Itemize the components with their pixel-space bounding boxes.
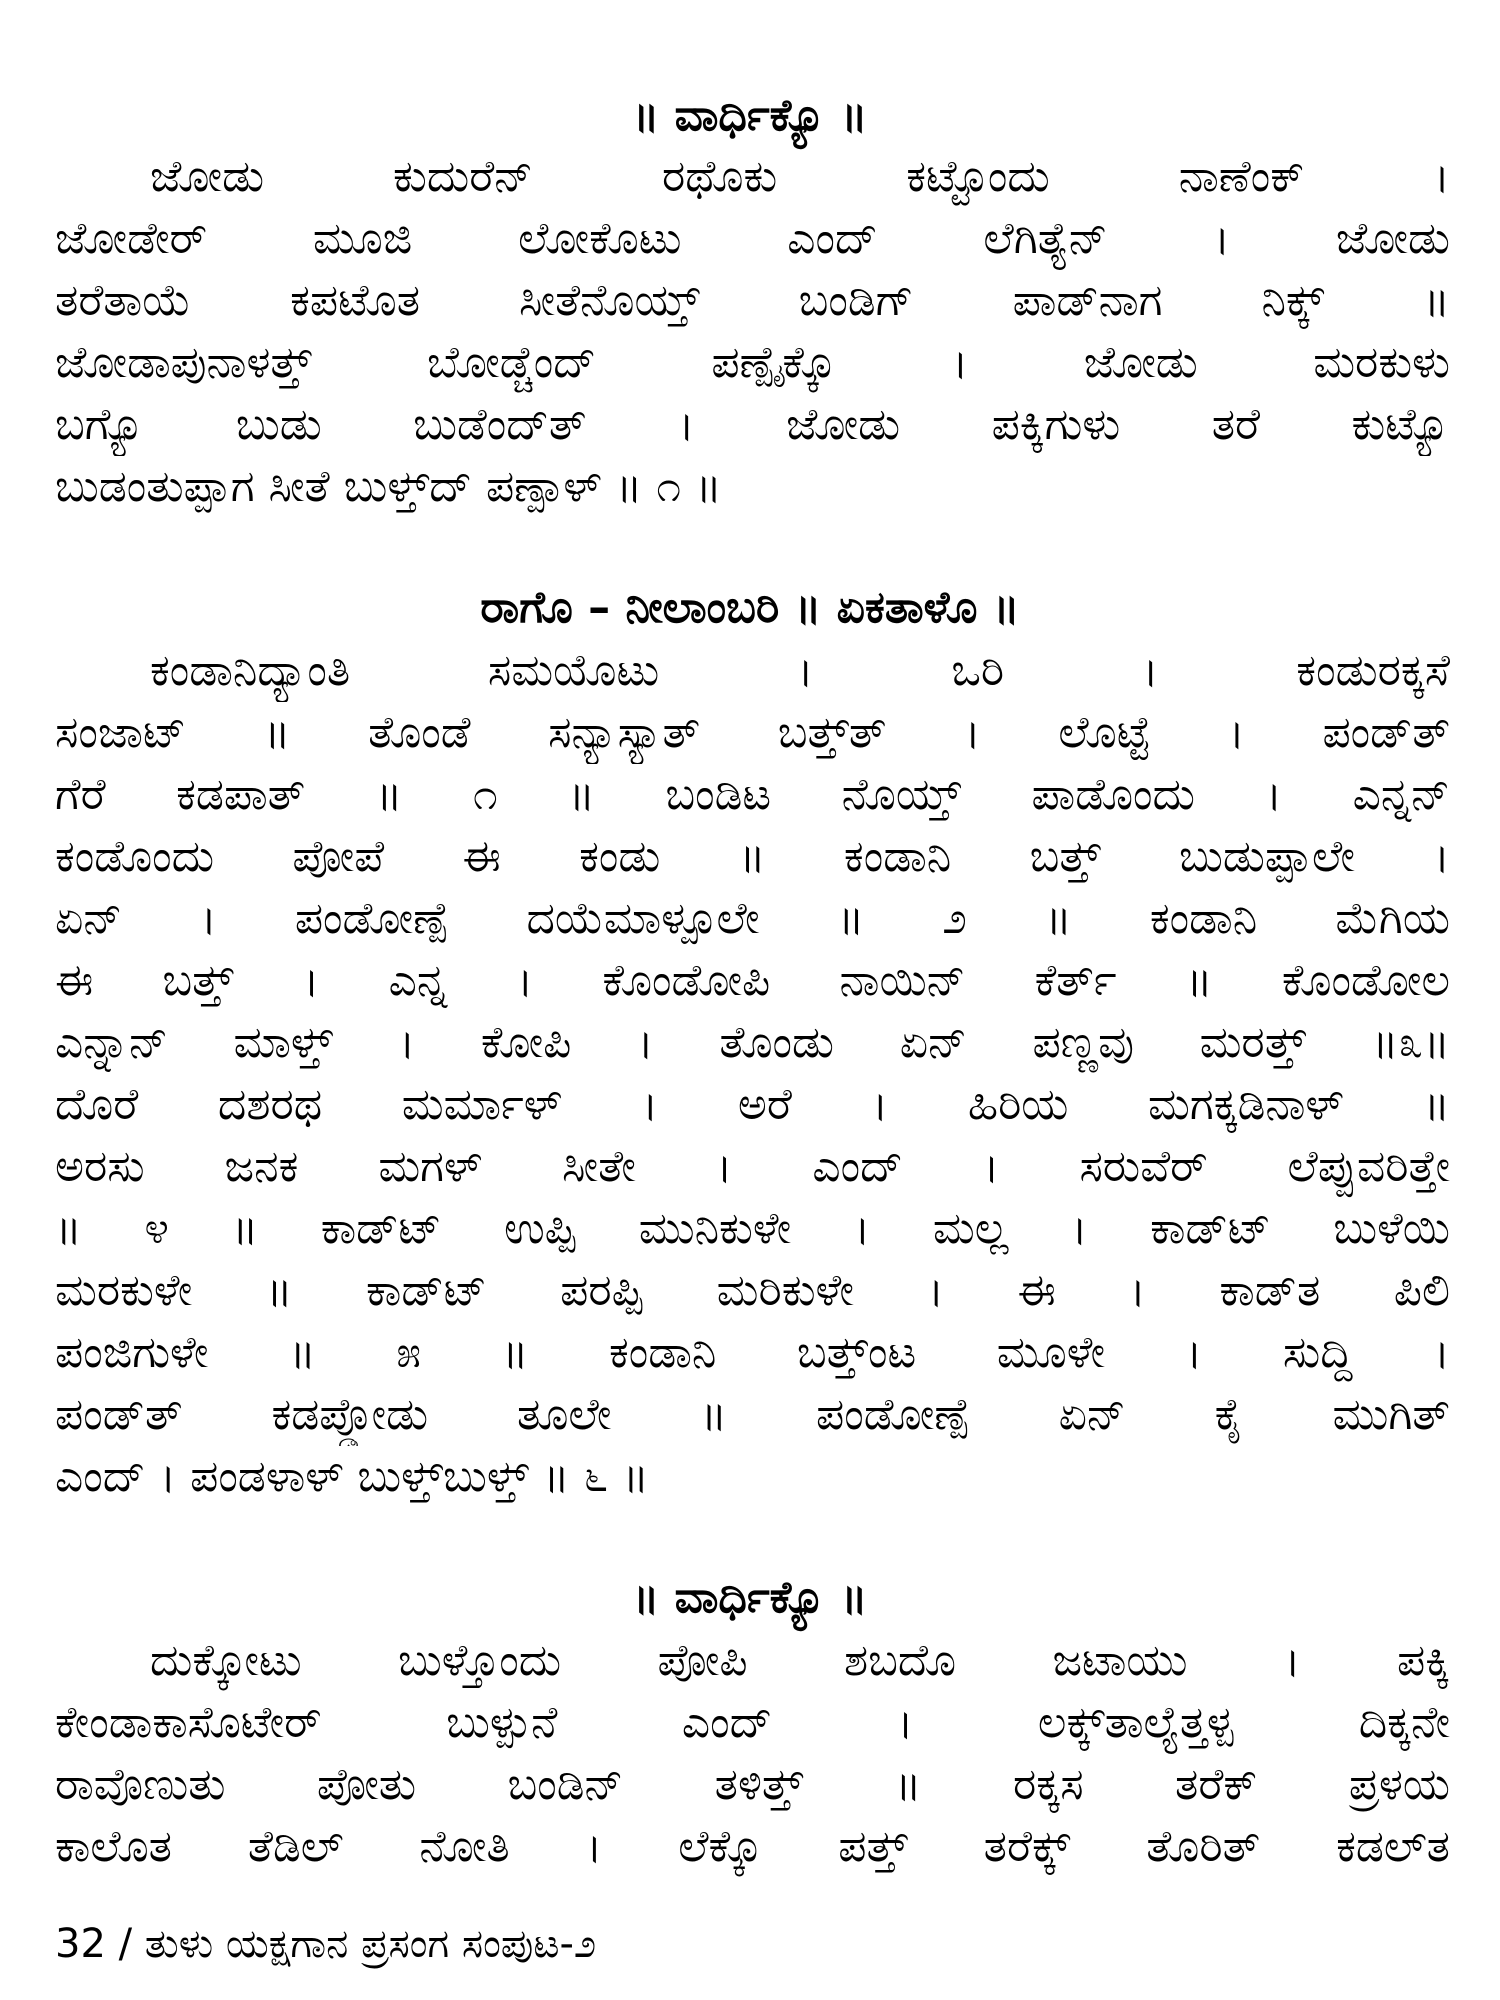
text-line: ಕಂಡಾನಿದ್ಯಾಂತಿ ಸಮಯೊಟು । ಒರಿ । ಕಂಡುರಕ್ಕಸೆ — [150, 645, 1450, 696]
page-footer: 32 / ತುಳು ಯಕ್ಷಗಾನ ಪ್ರಸಂಗ ಸಂಪುಟ-೨ — [55, 1921, 597, 1967]
text-line: ರಾವೊಣುತು ಪೋತು ಬಂಡಿನ್ ತಳಿತ್ತ್ ॥ ರಕ್ಕಸ ತರೆಕ್ ಪ್ರಳಯ — [55, 1759, 1450, 1810]
text-line: ಕೇಂಡಾಕಾಸೊಟೇರ್ ಬುಳ್ಪುನೆ ಎಂದ್ । ಲಕ್ಕ್‌ತಾಲ್ಯೆತ್ತಳ್ಪ ದಿಕ್ಕನೇ — [55, 1697, 1450, 1748]
text-line: ಗೆರೆ ಕಡಪಾತ್ ॥ ೧ ॥ ಬಂಡಿಟ ನೊಯ್ತ್ ಪಾಡೊಂದು । ಎನ್ನನ್ — [55, 769, 1450, 820]
text-line: ದೊರೆ ದಶರಥ ಮರ್ಮಾಳ್ । ಅರೆ । ಹಿರಿಯ ಮಗಕ್ಕಡಿನಾಳ್ ॥ — [55, 1079, 1450, 1130]
text-line: ಎನ್ನಾನ್ ಮಾಳ್ತ್ । ಕೋಪಿ । ತೊಂಡು ಏನ್ ಪಣ್ಣವು ಮರತ್ತ್ ॥೩॥ — [55, 1017, 1450, 1068]
text-line: ಮರಕುಳೇ ॥ ಕಾಡ್‌ಟ್ ಪರಪ್ಪಿ ಮರಿಕುಳೇ । ಈ । ಕಾಡ್‌ತ ಪಿಲಿ — [55, 1265, 1450, 1316]
text-line: ಸಂಜಾಟ್ ॥ ತೊಂಡೆ ಸನ್ಯಾಸ್ಯಾತ್ ಬತ್ತ್‌ತ್ । ಲೊಟ್ಟೆ । ಪಂಡ್‌ತ್ — [55, 707, 1450, 758]
text-line: ಈ ಬತ್ತ್ । ಎನ್ನ । ಕೊಂಡೋಪಿ ನಾಯಿನ್ ಕೆರ್ತ್ ॥ ಕೊಂಡೋಲ — [55, 955, 1450, 1006]
text-line: ॥ ೪ ॥ ಕಾಡ್‌ಟ್ ಉಪ್ಪಿ ಮುನಿಕುಳೇ । ಮಲ್ಲ । ಕಾಡ್‌ಟ್ ಬುಳೆಯಿ — [55, 1203, 1450, 1254]
text-line: ಬಗ್ಯೊ ಬುಡು ಬುಡೆಂದ್‌ತ್ । ಜೋಡು ಪಕ್ಕಿಗುಳು ತರೆ ಕುಟ್ಯೊ — [55, 399, 1450, 450]
section-heading-vardhikya-2: ॥ ವಾರ್ಧಿಕ್ಯೊ ॥ — [632, 1572, 868, 1623]
text-line: ಬುಡಂತುಪ್ಪಾಗ ಸೀತೆ ಬುಳ್ತ್‌ದ್ ಪಣ್ಪಾಳ್ ॥ ೧ ॥ — [55, 461, 722, 512]
text-line: ಜೋಡು ಕುದುರೆನ್ ರಥೊಕು ಕಟ್ಟೊಂದು ನಾಣೆಂಕ್ । — [150, 151, 1450, 202]
section-heading-raga: ರಾಗೊ – ನೀಲಾಂಬರಿ ॥ ಏಕತಾಳೊ ॥ — [480, 582, 1020, 633]
text-line: ಜೋಡೇರ್ ಮೂಜಿ ಲೋಕೊಟು ಎಂದ್ ಲೆಗಿತ್ಯೆನ್ । ಜೋಡು — [55, 213, 1450, 264]
text-line: ಕಂಡೊಂದು ಪೋಪೆ ಈ ಕಂಡು ॥ ಕಂಡಾನಿ ಬತ್ತ್ ಬುಡುಪ್ಪಾಲೇ । — [55, 831, 1450, 882]
text-line: ಕಾಲೊತ ತೆಡಿಲ್ ನೋತಿ । ಲೆಕ್ಕೊ ಪತ್ತ್ ತರೆಕ್ಕ್ ತೊರಿತ್ ಕಡಲ್‌ತ — [55, 1821, 1450, 1872]
text-line: ದುಕ್ಕೋಟು ಬುಳ್ತೊಂದು ಪೋಪಿ ಶಬದೊ ಜಟಾಯು । ಪಕ್ಕಿ — [150, 1635, 1450, 1686]
text-line: ಏನ್ । ಪಂಡೋಣ್ಪೆ ದಯೆಮಾಳ್ಪೂಲೇ ॥ ೨ ॥ ಕಂಡಾನಿ ಮೆಗಿಯ — [55, 893, 1450, 944]
section-heading-vardhikya-1: ॥ ವಾರ್ಧಿಕ್ಯೊ ॥ — [632, 90, 868, 141]
text-line: ಅರಸು ಜನಕ ಮಗಳ್ ಸೀತೇ । ಎಂದ್ । ಸರುವೆರ್ ಲೆಪ್ಪುವರಿತ್ತೇ — [55, 1141, 1450, 1192]
text-line: ಜೋಡಾಪುನಾಳತ್ತ್ ಬೋಡ್ಚೆಂದ್ ಪಣ್ಪೈಕ್ಕೊ । ಜೋಡು ಮರಕುಳು — [55, 337, 1450, 388]
text-line: ಎಂದ್ । ಪಂಡಳಾಳ್ ಬುಳ್ತ್‌ಬುಳ್ತ್ ॥ ೬ ॥ — [55, 1451, 650, 1502]
text-line: ತರೆತಾಯೆ ಕಪಟೊತ ಸೀತೆನೊಯ್ತ್ ಬಂಡಿಗ್ ಪಾಡ್‌ನಾಗ ನಿಕ್ಕ್ ॥ — [55, 275, 1450, 326]
text-line: ಪಂಜಿಗುಳೇ ॥ ೫ ॥ ಕಂಡಾನಿ ಬತ್ತ್‌ಂಟ ಮೂಳೇ । ಸುದ್ದಿ । — [55, 1327, 1450, 1378]
text-line: ಪಂಡ್‌ತ್ ಕಡಪ್ಡೋಡು ತೂಲೇ ॥ ಪಂಡೋಣ್ಪೆ ಏನ್ ಕೈ ಮುಗಿತ್ — [55, 1389, 1450, 1440]
